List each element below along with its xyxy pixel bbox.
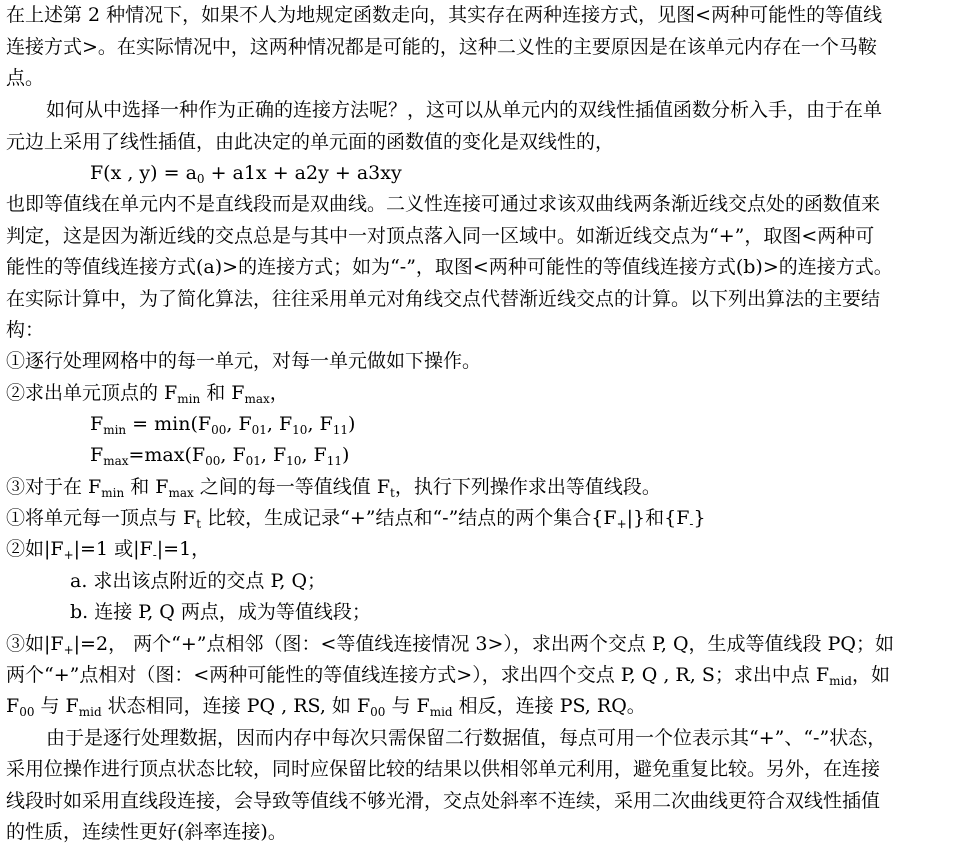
- text-line: 由于是逐行处理数据，因而内存中每次只需保留二行数据值，每点可用一个位表示其“+”、“-”状态，: [46, 727, 887, 749]
- step-item: ①将单元每一顶点与 $F_t$ 比较，生成记录“+”结点和“-”结点的两个集合$\{F_+|\}$和$\{F_-\}$: [6, 507, 706, 531]
- text-line: 两个“+”点相对（图：<两种可能性的等值线连接方式>），求出四个交点 P, Q , R, S；求出中点 $F_{mid}$，如: [6, 664, 890, 688]
- formula-bilinear: F(x , $y) = a_0 + a1x + a2y + a3xy$: [90, 162, 402, 186]
- text-line: $F_{00}$ 与 $F_{mid}$ 状态相同，连接 PQ , RS, 如 $F_{00}$ 与 $F_{mid}$ 相反，连接 PS, RQ。: [6, 695, 646, 719]
- step-item: ③对于在 $F_{min}$ 和 $F_{max}$ 之间的每一等值线值 $F_t$，执行下列操作求出等值线段。: [6, 476, 661, 500]
- step-item: ③如$|F_+|=2$， 两个“+”点相邻（图：<等值线连接情况 3>），求出两个交点 P, Q，生成等值线段 PQ；如: [6, 633, 894, 657]
- formula-fmax: $F_{max}=\max(F_{00}$, $F_{01}$, $F_{10}$, $F_{11}$): [90, 444, 350, 468]
- text-line: 的性质，连续性更好(斜率连接)。: [6, 821, 287, 843]
- text-line: 点。: [6, 67, 45, 89]
- text-line: 元边上采用了线性插值，由此决定的单元面的函数值的变化是双线性的，: [6, 131, 615, 153]
- text-line: 如何从中选择一种作为正确的连接方法呢？，这可以从单元内的双线性插值函数分析入手，由于在单: [46, 99, 883, 121]
- text-line: 能性的等值线连接方式(a)>的连接方式；如为“-”，取图<两种可能性的等值线连接方式(b)>的连接方式。: [6, 256, 893, 278]
- text-line: 在上述第 2 种情况下，如果不人为地规定函数走向，其实存在两种连接方式，见图<两种可能性的等值线: [6, 4, 883, 26]
- text-line: 连接方式>。在实际情况中，这两种情况都是可能的，这种二义性的主要原因是在该单元内存在一个马鞍: [6, 36, 877, 58]
- step-item: ②如$|F_+|=1$ 或$|F_-|=1$，: [6, 538, 211, 562]
- step-item: ②求出单元顶点的 $F_{min}$ 和 $F_{max}$，: [6, 382, 289, 406]
- sub-step-item: b. 连接 P, Q 两点，成为等值线段；: [70, 601, 371, 623]
- step-item: ①逐行处理网格中的每一单元，对每一单元做如下操作。: [6, 350, 482, 372]
- text-line: 在实际计算中，为了简化算法，往往采用单元对角线交点代替渐近线交点的计算。以下列出算法的主要结: [6, 288, 881, 310]
- sub-step-item: a. 求出该点附近的交点 P, Q；: [70, 570, 327, 592]
- text-line: 也即等值线在单元内不是直线段而是双曲线。二义性连接可通过求该双曲线两条渐近线交点处的函数值来: [6, 193, 881, 215]
- text-line: 采用位操作进行顶点状态比较，同时应保留比较的结果以供相邻单元利用，避免重复比较。另外，在连接: [6, 758, 881, 780]
- text-line: 判定，这是因为渐近线的交点总是与其中一对顶点落入同一区域中。如渐近线交点为“+”，取图<两种可: [6, 225, 875, 247]
- formula-fmin: $F_{min} = \min(F_{00}$, $F_{01}$, $F_{10}$, $F_{11}$): [90, 413, 356, 437]
- text-line: 构：: [6, 319, 45, 341]
- text-line: 线段时如采用直线段连接，会导致等值线不够光滑，交点处斜率不连续，采用二次曲线更符合双线性插值: [6, 790, 881, 812]
